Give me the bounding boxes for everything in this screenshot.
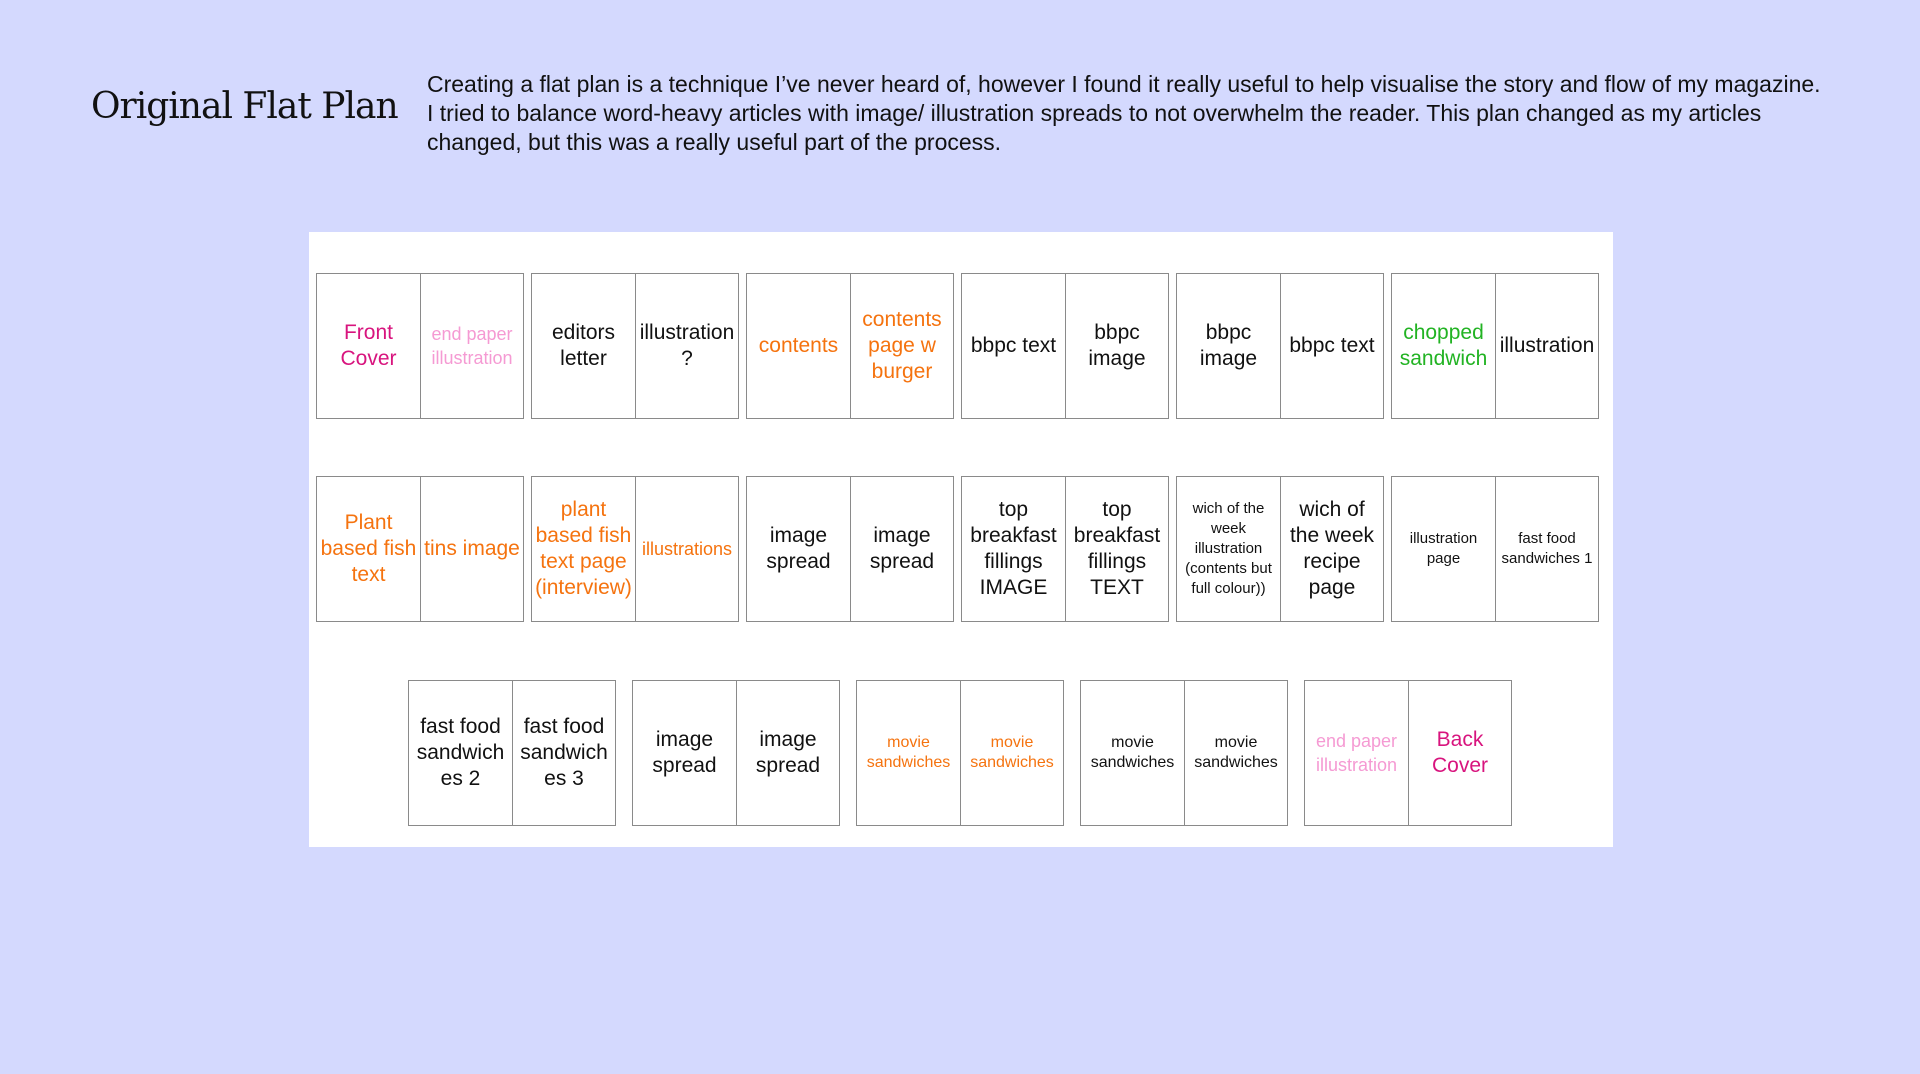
page-title: Original Flat Plan [91,86,398,127]
page-box: illustrations [635,477,738,621]
spread [316,476,524,622]
spread [316,273,524,419]
spread [961,476,1169,622]
page-box: top breakfast fillings TEXT [1065,477,1168,621]
spread [1080,680,1288,826]
page-box: movie sandwiches [1090,734,1175,771]
spread [531,476,739,622]
page-box: illustration page [1409,530,1478,567]
spread [632,680,840,826]
page-box: bbpc text [1280,274,1383,418]
page-box: plant based fish text page (interview) [535,498,632,599]
page-box: bbpc image [1065,274,1168,418]
spread [1391,273,1599,419]
flat-plan-row-1 [316,273,1599,419]
spread [1304,680,1512,826]
page-box: Back Cover [1408,681,1511,825]
page-box: chopped sandwich [1399,321,1488,370]
spread [1176,273,1384,419]
page-box: end paper illustration [1315,731,1398,775]
page-box: editors letter [551,321,616,370]
page-box: Front Cover [340,321,397,370]
description-text: Creating a flat plan is a technique I’ve never heard of, however I found it really useful to help visualise the story and flow of my magazine. I tried to balance word-heavy articles with image/ illustration spreads to not overwhelm the reader. This plan changed as my articles changed, but this was a really useful part of the process. [427,71,1821,155]
page-box: fast food sandwiches 2 [416,715,505,790]
page-box: wich of the week recipe page [1280,477,1383,621]
page-box: fast food sandwiches 3 [512,681,615,825]
page-box: bbpc image [1199,321,1258,370]
spread [408,680,616,826]
page-box: illustration [1495,274,1598,418]
page-box: top breakfast fillings IMAGE [970,498,1057,599]
spread [746,476,954,622]
page-box: Plant based fish text [320,511,417,586]
page-box: wich of the week illustration (contents but full colour)) [1185,500,1272,597]
page-box: contents page w burger [850,274,953,418]
spread [856,680,1064,826]
page-box: tins image [420,477,523,621]
page-box: image spread [652,728,717,777]
page-box: movie sandwiches [866,734,951,771]
spread [961,273,1169,419]
page-box: end paper illustration [420,274,523,418]
flat-plan-row-2 [316,476,1599,622]
spread [531,273,739,419]
spread [1391,476,1599,622]
page-box: fast food sandwiches 1 [1495,477,1598,621]
page-box: bbpc text [970,334,1057,357]
spread [1176,476,1384,622]
page-box: image spread [766,524,831,573]
page-box: movie sandwiches [960,681,1063,825]
page-box: image spread [736,681,839,825]
page-box: movie sandwiches [1184,681,1287,825]
flat-plan-row-3 [408,680,1512,826]
page-box: illustration ? [635,274,738,418]
spread [746,273,954,419]
page-box: image spread [850,477,953,621]
page-box: contents [758,334,839,357]
flat-plan-panel [309,232,1613,847]
